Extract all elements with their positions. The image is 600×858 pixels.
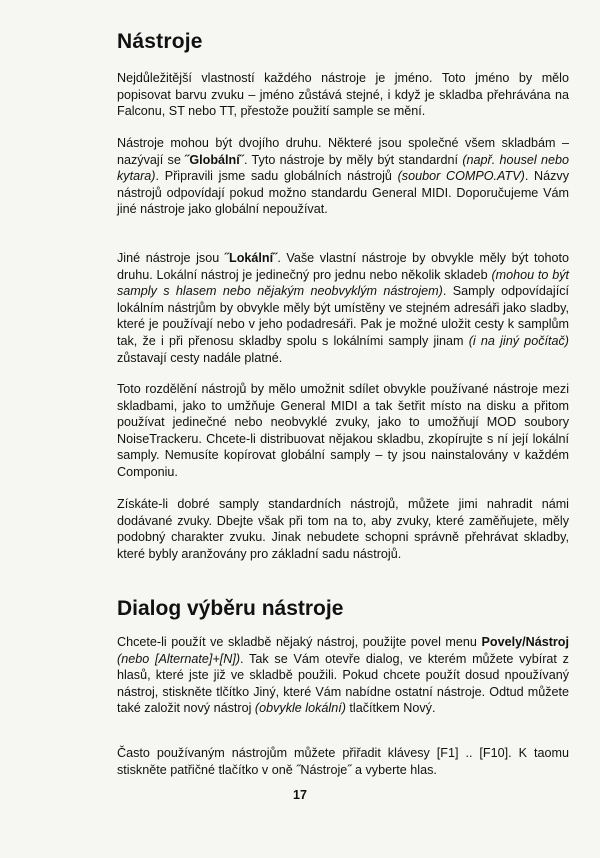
text-run: tlačítkem Nový. xyxy=(345,701,436,716)
italic-note: (soubor COMPO.ATV) xyxy=(397,169,525,184)
bold-term: Povely/Nástroj xyxy=(481,635,569,649)
text-run: . Názvy nástrojů odpovídají pokud možno standardu General MIDI. Doporučujeme Vám jiné nástroje jako globální nepoužívat. xyxy=(117,169,569,217)
italic-note: (nebo [Alternate]+[N]) xyxy=(117,651,241,666)
text-run: . Tyto nástroje by měly být standardní xyxy=(243,152,463,167)
italic-note: (obvykle lokální) xyxy=(254,701,346,716)
text-run: Často používaným nástrojům můžete přiřadit klávesy [F1] .. [F10]. K taomu stiskněte patřičné tlačítko v oně ˝Nástroje˝ a vyberte hlas. xyxy=(117,746,569,777)
section-heading-nastroje: Nástroje xyxy=(117,30,203,53)
section-heading-dialog: Dialog výběru nástroje xyxy=(117,597,344,620)
text-run: Toto rozdělění nástrojů by mělo umožnit sdílet obvykle používané nástroje mezi skladbami, jako to umžňuje General MIDI a tak šetřit místo na disku a přitom používat jedinečné nebo neobvyklé zvuky, jako to umožňují MOD soubory NoiseTrackeru. Chcete-li distribuovat nějakou skladbu, zkopírujte s ní její lokální samply. Nemusíte kopírovat globální samply – ty jsou nainstalovány v každém Componiu. xyxy=(117,382,569,479)
text-run: . Vaše vlastní nástroje by obvykle měly být tohoto druhu. Lokální nástroj je jedinečný pro jednu nebo několik skladeb xyxy=(117,251,569,282)
italic-note: (např. housel nebo kytara) xyxy=(117,152,570,184)
text-run: Chcete-li použít ve skladbě nějaký nástroj, použijte povel menu xyxy=(117,635,482,649)
text-run: zůstavají cesty nadále platné. xyxy=(117,350,283,365)
text-run: Nástroje mohou být dvojího druhu. Některé jsou společné všem skladbám – nazývají se xyxy=(117,136,569,167)
text-run: Jiné nástroje jsou xyxy=(117,251,225,265)
paragraph-6 xyxy=(117,634,569,717)
text-run: . Připravili jsme sadu globálních nástrojů xyxy=(155,169,398,184)
paragraph-7 xyxy=(117,745,569,778)
paragraph-1 xyxy=(117,70,569,120)
bold-term: ˝Globální˝ xyxy=(185,152,244,167)
page-number: 17 xyxy=(293,788,307,802)
text-run: . Samply odpovídající lokálním nástrjům by obvykle měly být umístěny ve stejném adresáři jako sladby, které je používají nebo v jeho podadresáři. Pak je možné uložit cesty k samplům tak, že i při přenosu skladby spolu s lokálními samply jinam xyxy=(117,284,570,348)
text-run: . Tak se Vám otevře dialog, ve kterém můžete vybírat z hlasů, které jste již ve skladbě použili. Pokud chcete použít dosud npoužívaný nástroj, stiskněte tlčítko Jiný, které Vám nabídne ostatní nástroje. Odtud můžete také založit nový nástroj xyxy=(117,651,569,716)
paragraph-2 xyxy=(117,135,569,218)
paragraph-5 xyxy=(117,496,569,562)
text-run: Získáte-li dobré samply standardních nástrojů, můžete jimi nahradit námi dodávané zvuky. Dbejte však při tom na to, aby zvuky, které zaměňujete, měly podobný charakter zvuku. Jinak nebudete schopni správně přehrávat skladby, které bybly aranžovány pro základní sadu nástrojů. xyxy=(117,497,569,561)
paragraph-4 xyxy=(117,381,569,481)
bold-term: ˝Lokální˝ xyxy=(224,251,278,265)
text-run: Nejdůležitější vlastností každého nástroje je jméno. Toto jméno by mělo popisovat barvu zvuku – jméno zůstává stejné, i když je skladba přehrávána na Falconu, ST nebo TT, přestože použití sample se mění. xyxy=(117,71,569,119)
paragraph-3 xyxy=(117,250,569,366)
italic-note: (i na jiný počítač) xyxy=(468,333,569,348)
italic-note: (mohou to být samply s hlasem nebo nějakým neobvyklým nástrojem) xyxy=(117,267,569,299)
